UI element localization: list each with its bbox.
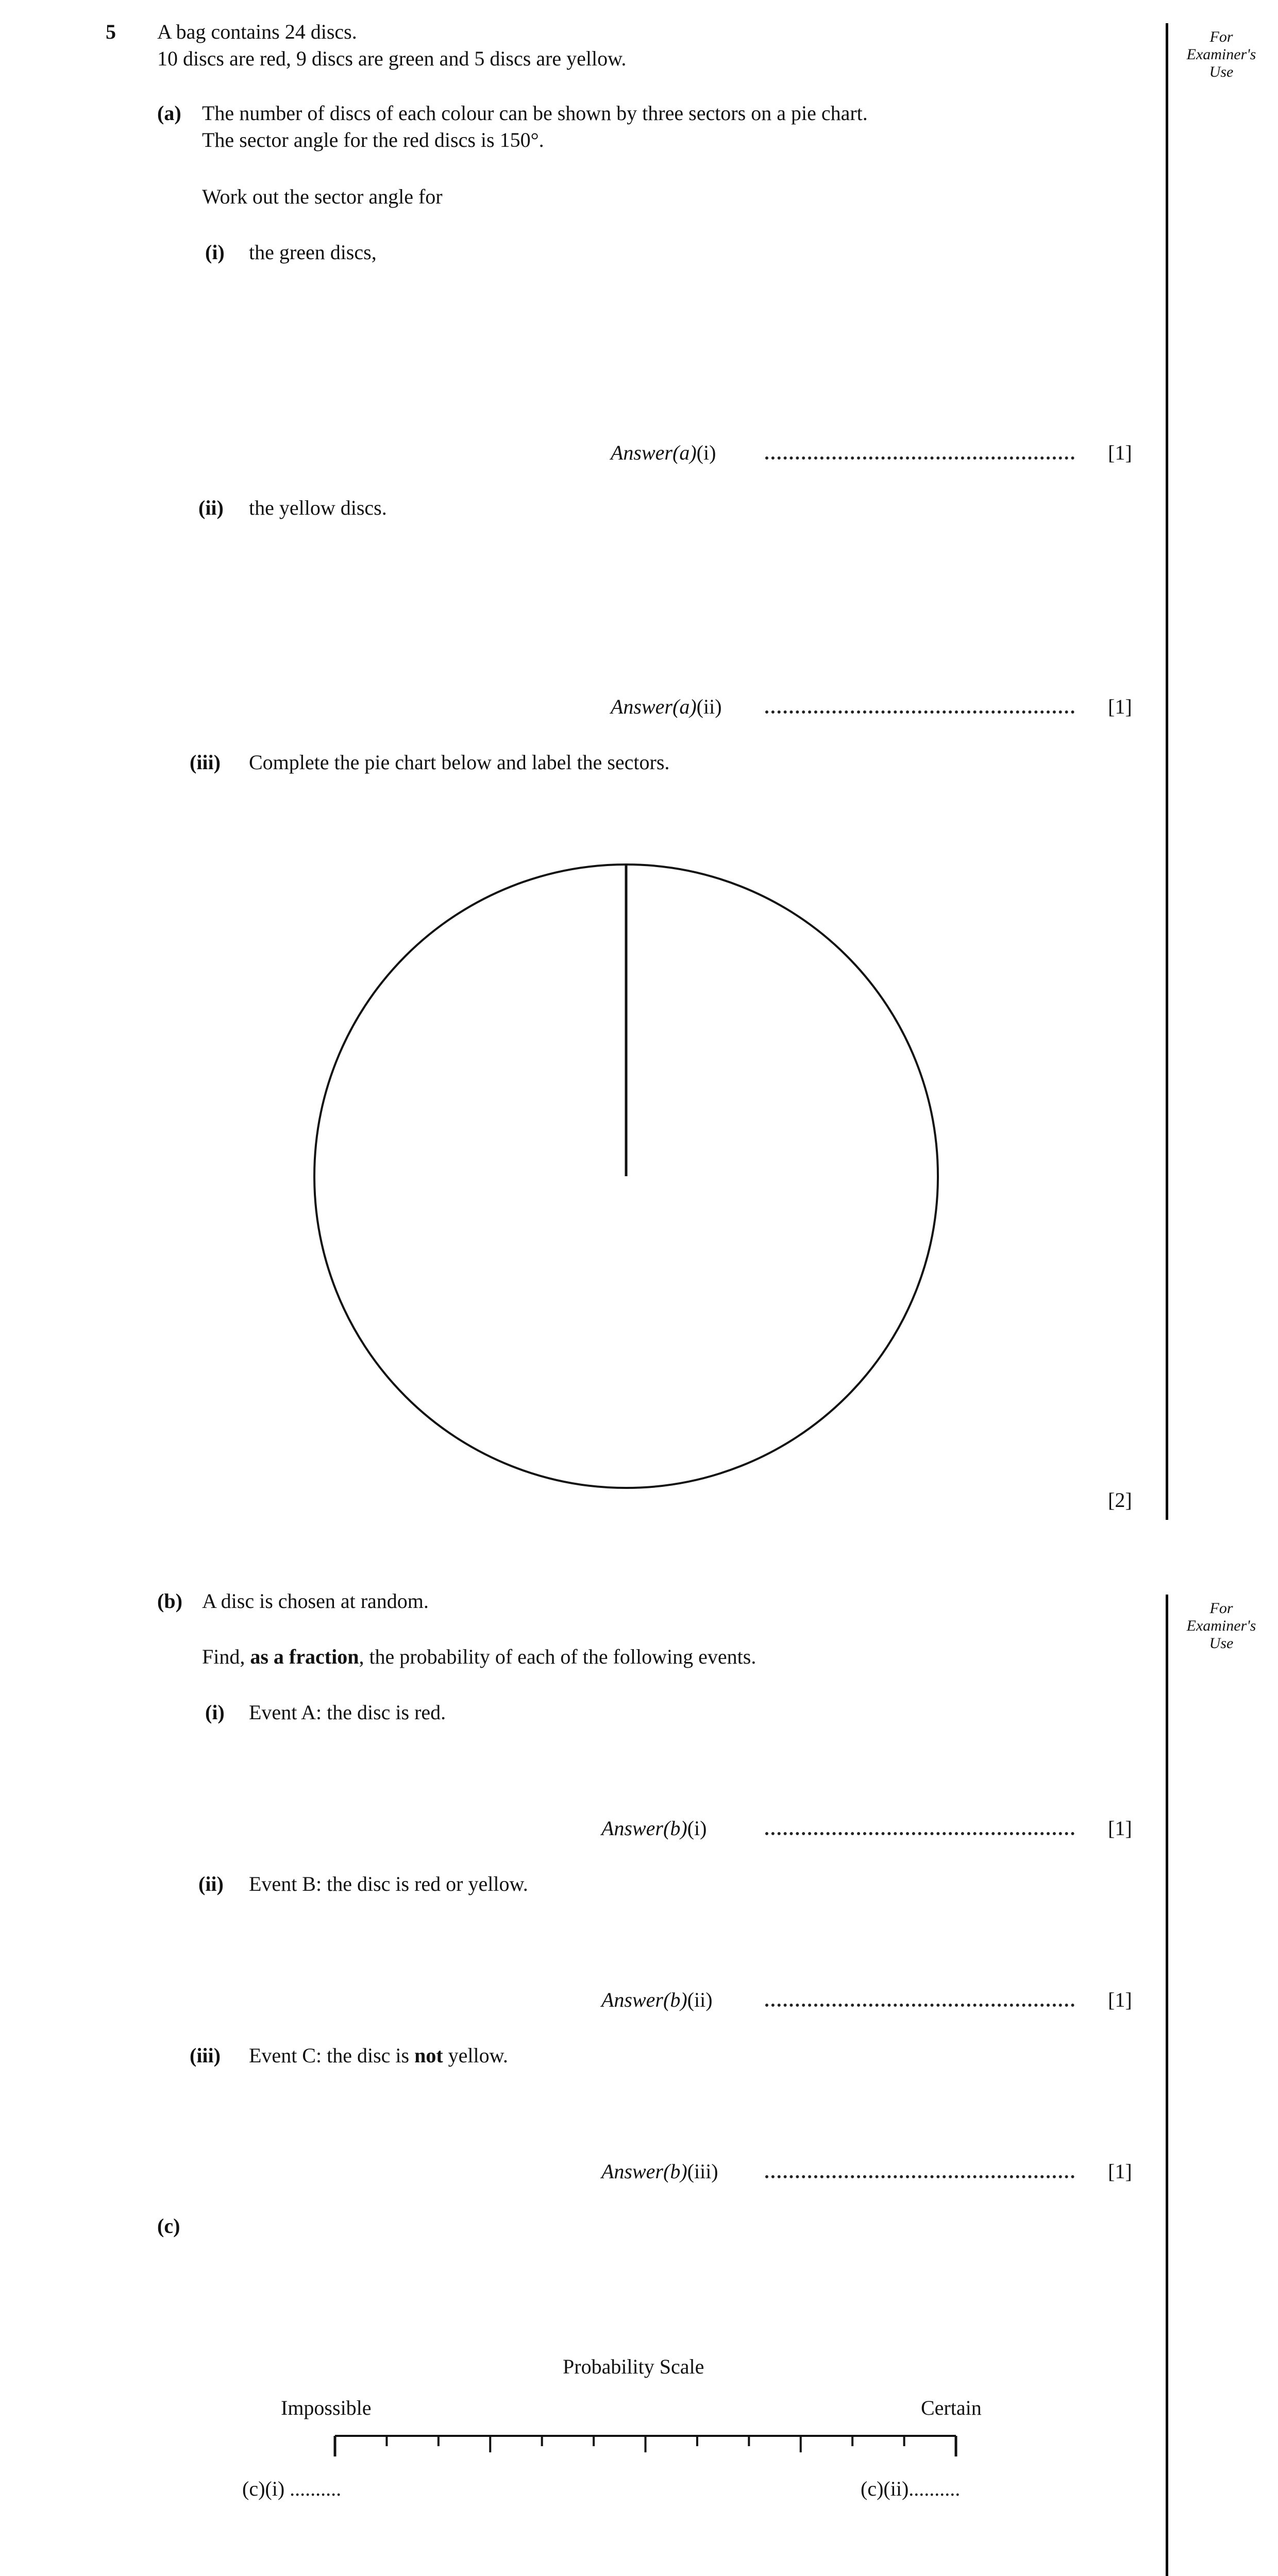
question-intro-line1: A bag contains 24 discs. <box>157 20 357 43</box>
part-a-label: (a) <box>157 101 181 125</box>
answer-b-iii-label: Answer(b)(iii) <box>601 2160 718 2183</box>
part-a-i-marks: [1] <box>1108 441 1132 464</box>
scale-right-answer[interactable]: (c)(ii).......... <box>861 2477 961 2500</box>
part-b-iii-marks: [1] <box>1108 2160 1132 2183</box>
part-c-label: (c) <box>157 2214 180 2238</box>
part-a-i-text: the green discs, <box>249 241 377 264</box>
part-b-i-label: (i) <box>205 1701 225 1724</box>
scale-left-answer[interactable]: (c)(i) .......... <box>242 2477 342 2500</box>
examiner-use-label-bottom: For Examiner's Use <box>1186 1600 1256 1652</box>
part-a-iii-text: Complete the pie chart below and label the sectors. <box>249 751 670 774</box>
answer-a-i-label: Answer(a)(i) <box>611 441 716 464</box>
scale-right-label: Certain <box>921 2396 982 2419</box>
answer-a-ii-label: Answer(a)(ii) <box>611 695 722 718</box>
part-a-ii-text: the yellow discs. <box>249 496 387 519</box>
examiner-margin-line-top <box>1166 23 1168 1520</box>
examiner-use-label-top: For Examiner's Use <box>1186 28 1256 80</box>
part-a-iii-label: (iii) <box>190 751 221 774</box>
part-a-ii-label: (ii) <box>198 496 224 519</box>
part-b-i-text: Event A: the disc is red. <box>249 1701 446 1724</box>
part-b-ii-text: Event B: the disc is red or yellow. <box>249 1872 528 1895</box>
part-a-instruction: Work out the sector angle for <box>202 185 443 208</box>
part-a-ii-marks: [1] <box>1108 695 1132 718</box>
pie-chart[interactable] <box>309 859 943 1493</box>
scale-left-label: Impossible <box>281 2396 372 2419</box>
answer-b-i-line[interactable] <box>765 1832 1074 1835</box>
part-b-ii-label: (ii) <box>198 1872 224 1895</box>
part-b-ii-marks: [1] <box>1108 1988 1132 2011</box>
answer-b-ii-label: Answer(b)(ii) <box>601 1988 713 2011</box>
part-b-iii-label: (iii) <box>190 2044 221 2067</box>
answer-b-iii-line[interactable] <box>765 2175 1074 2178</box>
question-number: 5 <box>106 20 116 43</box>
part-a-text-line2: The sector angle for the red discs is 150°. <box>202 128 544 151</box>
part-b-i-marks: [1] <box>1108 1817 1132 1840</box>
part-a-text-line1: The number of discs of each colour can be shown by three sectors on a pie chart. <box>202 101 868 125</box>
part-b-iii-text: Event C: the disc is not yellow. <box>249 2044 508 2067</box>
part-a-iii-marks: [2] <box>1108 1488 1132 1512</box>
part-b-text: A disc is chosen at random. <box>202 1589 429 1613</box>
answer-a-i-line[interactable] <box>765 456 1074 460</box>
part-a-i-label: (i) <box>205 241 225 264</box>
part-b-find: Find, as a fraction, the probability of each of the following events. <box>202 1645 756 1668</box>
answer-b-ii-line[interactable] <box>765 2004 1074 2007</box>
question-intro-line2: 10 discs are red, 9 discs are green and 5 discs are yellow. <box>157 47 627 70</box>
part-b-label: (b) <box>157 1589 182 1613</box>
probability-scale[interactable] <box>330 2431 969 2462</box>
answer-a-ii-line[interactable] <box>765 710 1074 714</box>
examiner-margin-line-bottom <box>1166 1595 1168 2576</box>
probability-scale-title: Probability Scale <box>563 2355 704 2378</box>
answer-b-i-label: Answer(b)(i) <box>601 1817 707 1840</box>
